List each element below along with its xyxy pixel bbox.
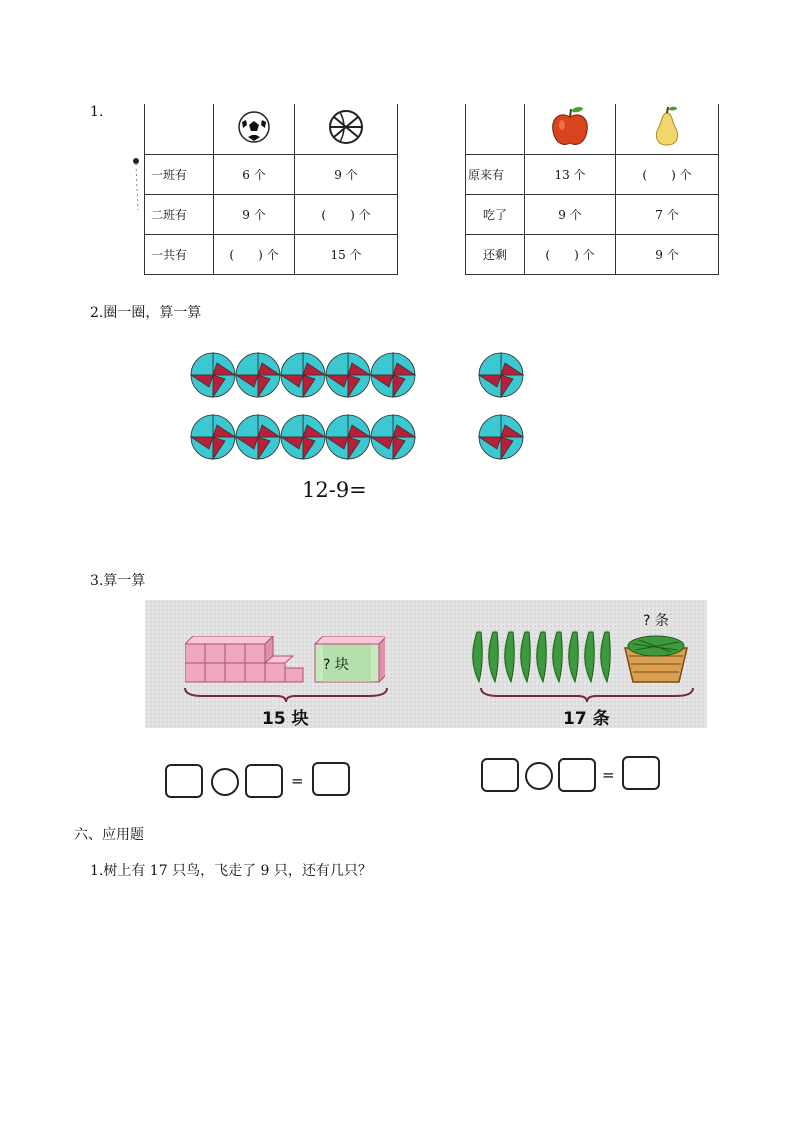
- question-number-1: 1.: [90, 104, 104, 120]
- bean-pods-icon: [471, 630, 627, 686]
- apple-header: [525, 104, 616, 154]
- pear-header: [616, 104, 719, 154]
- table-fruits: [465, 104, 719, 275]
- table-row: [466, 194, 719, 234]
- answer-box-3[interactable]: [312, 762, 350, 796]
- pinwheel-icon: [326, 353, 370, 397]
- pinwheel-icon: [236, 353, 280, 397]
- cell-value: 9 个: [295, 154, 398, 194]
- apple-icon: [549, 105, 591, 149]
- pinwheel-icon: [281, 415, 325, 459]
- answer-box-4[interactable]: [481, 758, 519, 792]
- question-3-title: 3.算一算: [90, 573, 146, 589]
- table-balls: [144, 104, 398, 275]
- pear-icon: [648, 105, 686, 149]
- question-2-title: 2.圈一圈，算一算: [90, 305, 202, 321]
- pinwheel-icon: [191, 415, 235, 459]
- row-label: 吃了: [466, 194, 525, 234]
- right-unknown-label: ? 条: [643, 613, 669, 629]
- table-row: [466, 154, 719, 194]
- answer-box-1[interactable]: [165, 764, 203, 798]
- table-row: [145, 194, 398, 234]
- row-label: 一班有: [145, 154, 214, 194]
- table-row: [145, 154, 398, 194]
- equals-sign: =: [602, 766, 615, 784]
- pinwheel-icon: [479, 353, 523, 397]
- row-label: 一共有: [145, 234, 214, 274]
- answer-box-6[interactable]: [622, 756, 660, 790]
- right-brace-icon: [479, 686, 695, 704]
- answer-box-5[interactable]: [558, 758, 596, 792]
- pinwheel-group: [185, 345, 535, 465]
- pinwheel-icon: [191, 353, 235, 397]
- operator-circle-1[interactable]: [211, 768, 239, 796]
- operator-circle-2[interactable]: [525, 762, 553, 790]
- pinwheel-icon: [371, 415, 415, 459]
- cell-value: ( ) 个: [525, 234, 616, 274]
- cell-value: ( ) 个: [214, 234, 295, 274]
- cell-value: 6 个: [214, 154, 295, 194]
- cell-value: 9 个: [525, 194, 616, 234]
- expression-12-minus-9: 12-9=: [302, 478, 367, 502]
- basket-icon: [621, 630, 691, 686]
- pinwheel-icon: [371, 353, 415, 397]
- answer-box-2[interactable]: [245, 764, 283, 798]
- cell-value: 9 个: [214, 194, 295, 234]
- left-total-label: 15 块: [262, 709, 309, 729]
- left-brace-icon: [183, 686, 389, 704]
- section-6-heading: 六、应用题: [74, 827, 144, 843]
- soccer-ball-icon: [237, 110, 271, 144]
- table-row: [145, 234, 398, 274]
- right-total-label: 17 条: [563, 709, 610, 729]
- cell-value: ( ) 个: [616, 154, 719, 194]
- margin-pin-icon: [130, 155, 144, 215]
- cell-value: 15 个: [295, 234, 398, 274]
- illustration-panel: [145, 600, 707, 728]
- problem-1-text: 1.树上有 17 只鸟，飞走了 9 只，还有几只？: [90, 863, 372, 879]
- equals-sign: =: [291, 772, 304, 790]
- row-label: 还剩: [466, 234, 525, 274]
- pinwheel-icon: [281, 353, 325, 397]
- table-row: [466, 234, 719, 274]
- pinwheel-icon: [236, 415, 280, 459]
- cell-value: 9 个: [616, 234, 719, 274]
- row-label: 二班有: [145, 194, 214, 234]
- left-unknown-label: ? 块: [323, 657, 349, 673]
- pinwheel-icon: [326, 415, 370, 459]
- pinwheel-icon: [479, 415, 523, 459]
- cell-value: 13 个: [525, 154, 616, 194]
- soccer-ball-header: [214, 104, 295, 154]
- cell-value: 7 个: [616, 194, 719, 234]
- basketball-header: [295, 104, 398, 154]
- cell-value: ( ) 个: [295, 194, 398, 234]
- row-label: 原来有: [466, 154, 525, 194]
- basketball-icon: [328, 109, 364, 145]
